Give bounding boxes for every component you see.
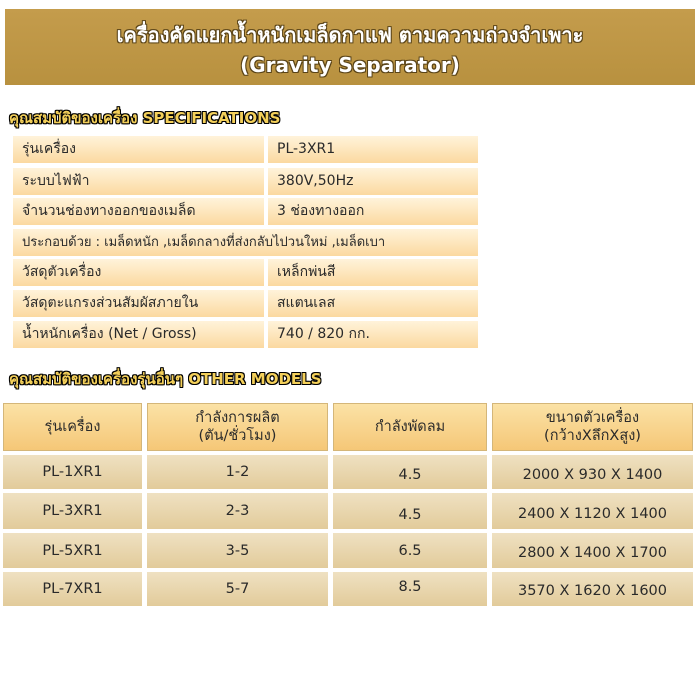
table-row-3-size: 2800 X 1400 X 1700 bbox=[492, 533, 693, 568]
table-row-1-fan: 4.5 bbox=[333, 455, 487, 489]
other-models-heading: คุณสมบัติของเครื่องรุ่นอื่นๆ OTHER MODELS bbox=[9, 370, 322, 388]
table-row-3-model: PL-5XR1 bbox=[3, 533, 142, 568]
table-row-2-fan: 4.5 bbox=[333, 493, 487, 529]
header-capacity-unit: (ตัน/ชั่วโมง) bbox=[198, 428, 277, 444]
spec-label-outlets: จำนวนช่องทางออกของเมล็ด bbox=[13, 198, 264, 225]
table-row-4-capacity: 5-7 bbox=[147, 572, 328, 606]
spec-value-body-material: เหล็กพ่นสี bbox=[268, 259, 478, 286]
spec-composition: ประกอบด้วย : เมล็ดหนัก ,เมล็ดกลางที่ส่งกลับไปวนใหม่ ,เมล็ดเบา bbox=[13, 229, 478, 256]
table-row-2-model: PL-3XR1 bbox=[3, 493, 142, 529]
spec-label-model: รุ่นเครื่อง bbox=[13, 136, 264, 163]
table-row-4-model: PL-7XR1 bbox=[3, 572, 142, 606]
page-title-english: (Gravity Separator) bbox=[240, 53, 460, 77]
page-title-thai: เครื่องคัดแยกน้ำหนักเมล็ดกาแฟ ตามความถ่วงจำเพาะ bbox=[116, 23, 584, 47]
title-banner bbox=[5, 9, 695, 85]
table-row-3-capacity: 3-5 bbox=[147, 533, 328, 568]
header-size bbox=[492, 403, 693, 451]
header-fan-label: กำลังพัดลม bbox=[374, 419, 446, 435]
table-row-2-capacity: 2-3 bbox=[147, 493, 328, 529]
spec-value-outlets: 3 ช่องทางออก bbox=[268, 198, 478, 225]
spec-value-screen-material: สแตนเลส bbox=[268, 290, 478, 317]
spec-value-power: 380V,50Hz bbox=[268, 168, 478, 195]
header-fan bbox=[333, 403, 487, 451]
header-model bbox=[3, 403, 142, 451]
table-row-3-fan: 6.5 bbox=[333, 533, 487, 568]
table-row-1-model: PL-1XR1 bbox=[3, 455, 142, 489]
spec-label-body-material: วัสดุตัวเครื่อง bbox=[13, 259, 264, 286]
spec-label-weight: น้ำหนักเครื่อง (Net / Gross) bbox=[13, 321, 264, 348]
table-row-1-size: 2000 X 930 X 1400 bbox=[492, 455, 693, 489]
spec-label-power: ระบบไฟฟ้า bbox=[13, 168, 264, 195]
header-size-unit: (กว้างXลึกXสูง) bbox=[544, 428, 641, 444]
spec-value-weight: 740 / 820 กก. bbox=[268, 321, 478, 348]
header-size-label: ขนาดตัวเครื่อง bbox=[545, 410, 640, 426]
table-row-4-fan: 8.5 bbox=[333, 572, 487, 606]
table-row-2-size: 2400 X 1120 X 1400 bbox=[492, 493, 693, 529]
header-capacity bbox=[147, 403, 328, 451]
spec-label-screen-material: วัสดุตะแกรงส่วนสัมผัสภายใน bbox=[13, 290, 264, 317]
header-model-label: รุ่นเครื่อง bbox=[44, 419, 101, 435]
table-row-4-size: 3570 X 1620 X 1600 bbox=[492, 572, 693, 606]
table-row-1-capacity: 1-2 bbox=[147, 455, 328, 489]
specifications-heading: คุณสมบัติของเครื่อง SPECIFICATIONS bbox=[9, 109, 281, 127]
header-capacity-label: กำลังการผลิต bbox=[195, 410, 280, 426]
spec-value-model: PL-3XR1 bbox=[268, 136, 478, 163]
